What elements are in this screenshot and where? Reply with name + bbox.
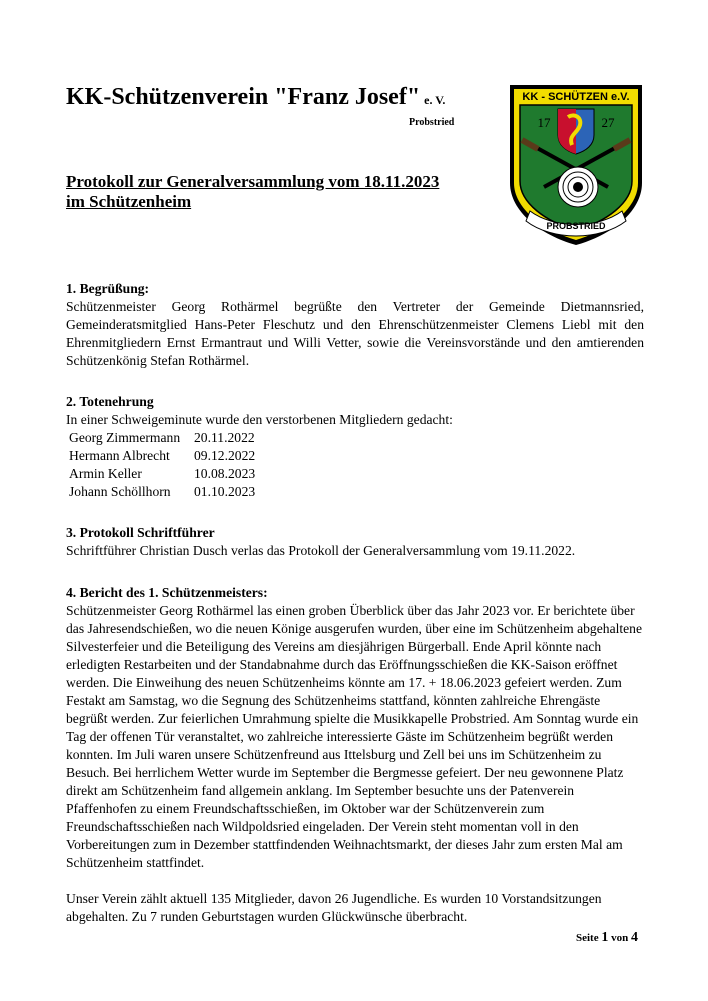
section-minutes-heading: 3. Protokoll Schriftführer xyxy=(66,525,215,540)
club-suffix: e. V. xyxy=(424,93,446,107)
page-number: 1 xyxy=(601,930,609,945)
club-place: Probstried xyxy=(409,117,455,128)
deceased-members-table xyxy=(69,429,255,501)
emblem-year-left: 17 xyxy=(537,115,551,130)
section-report-heading: 4. Bericht des 1. Schützenmeisters: xyxy=(66,585,268,600)
section-report-summary: Unser Verein zählt aktuell 135 Mitglieder, davon 26 Jugendliche. Es wurden 10 Vorstandsitzungen abgehalten. Zu 7 runden Geburtstagen wurden Glückwünsche überbracht. xyxy=(66,891,602,924)
section-minutes xyxy=(66,524,644,560)
club-name-heading xyxy=(66,84,445,111)
table-row xyxy=(69,447,255,465)
deceased-name: Johann Schöllhorn xyxy=(69,484,171,499)
page-total: 4 xyxy=(630,930,638,945)
document-title xyxy=(66,172,496,212)
deceased-name: Armin Keller xyxy=(69,466,142,481)
section-welcome-heading: 1. Begrüßung: xyxy=(66,281,150,296)
section-minutes-body: Schriftführer Christian Dusch verlas das Protokoll der Generalversammlung vom 19.11.2022. xyxy=(66,543,576,558)
table-row xyxy=(69,465,255,483)
page-number-footer xyxy=(576,930,638,946)
page-of-label: von xyxy=(611,932,629,944)
deceased-date: 01.10.2023 xyxy=(194,484,256,499)
section-memorial-intro: In einer Schweigeminute wurde den verstorbenen Mitgliedern gedacht: xyxy=(66,412,453,427)
section-welcome xyxy=(66,280,644,370)
deceased-name: Hermann Albrecht xyxy=(69,448,170,463)
deceased-date: 09.12.2022 xyxy=(194,448,256,463)
section-welcome-body: Schützenmeister Georg Rothärmel begrüßte den Vertreter der Gemeinde Dietmannsried, Gemeinderatsmitglied Hans-Peter Fleschutz und den Ehrenschützenmeister Clemens Liebl mit den Ehrenmitgliedern Ernst Ermantraut und Willi Vetter, sowie die Vereinsvorstände und den amtierenden Schützenkönig Stefan Rothärmel. xyxy=(66,299,644,368)
deceased-date: 20.11.2022 xyxy=(194,430,255,445)
section-report-body: Schützenmeister Georg Rothärmel las einen groben Überblick über das Jahr 2023 vor. Er berichtete über das Jahresendschießen, wo die neuen Könige ausgerufen wurden, über eine im Schützenheim abgehaltene Silvesterfeier und die Beteiligung des Vereins am diesjährigen Bürgerball. Ende April könnte nach erledigten Restarbeiten und der Standabnahme durch das Eröffnungsschießen die KK-Saison eröffnet werden. Die Einweihung des neuen Schützenheims könnte am 17. + 18.06.2023 gefeiert werden. Zum Festakt am Samstag, wo die Segnung des Schützenheims stattfand, könnten zahlreiche Ehrengäste begrüßt werden. Zur feierlichen Umrahmung spielte die Musikkapelle Probstried. Am Sonntag wurde ein Tag der offenen Tür veranstaltet, wo zahlreiche interessierte Gäste im Schützenheim begrüßt werden konnten. Im Juli waren unsere Schützenfreund aus Ittelsburg und Zell bei uns im Schützenheim zu Besuch. Bei herrlichem Wetter wurde im September die Bergmesse gefeiert. Der neu gewonnene Platz direkt am Schützenheim fand allgemein anklang. Im September besuchte uns der Patenverein Pfaffenhofen zu einem Freundschaftsschießen, im Oktober war der Schützenverein zum Freundschaftsschießen nach Wildpoldsried eingeladen. Der Verein steht momentan voll in den Vorbereitungen zum in Dezember stattfindenden Weihnachtsmarkt, der dieses Jahr zum ersten Mal am Schützenheim stattfindet. xyxy=(66,603,643,870)
emblem-top-text: KK - SCHÜTZEN e.V. xyxy=(522,91,630,103)
page-label: Seite xyxy=(576,932,599,944)
club-name: KK-Schützenverein "Franz Josef" xyxy=(66,84,421,110)
deceased-date: 10.08.2023 xyxy=(194,466,256,481)
emblem-year-right: 27 xyxy=(601,115,615,130)
table-row xyxy=(69,429,255,447)
section-report xyxy=(66,584,644,926)
section-memorial-heading: 2. Totenehrung xyxy=(66,394,154,409)
table-row xyxy=(69,483,255,501)
document-title-line-1: Protokoll zur Generalversammlung vom 18.11.2023 xyxy=(66,172,440,191)
section-memorial xyxy=(66,393,644,501)
emblem-bottom-text: PROBSTRIED xyxy=(546,221,606,231)
club-emblem-logo xyxy=(508,83,644,247)
deceased-name: Georg Zimmermann xyxy=(69,430,181,445)
document-title-line-2: im Schützenheim xyxy=(66,192,192,211)
